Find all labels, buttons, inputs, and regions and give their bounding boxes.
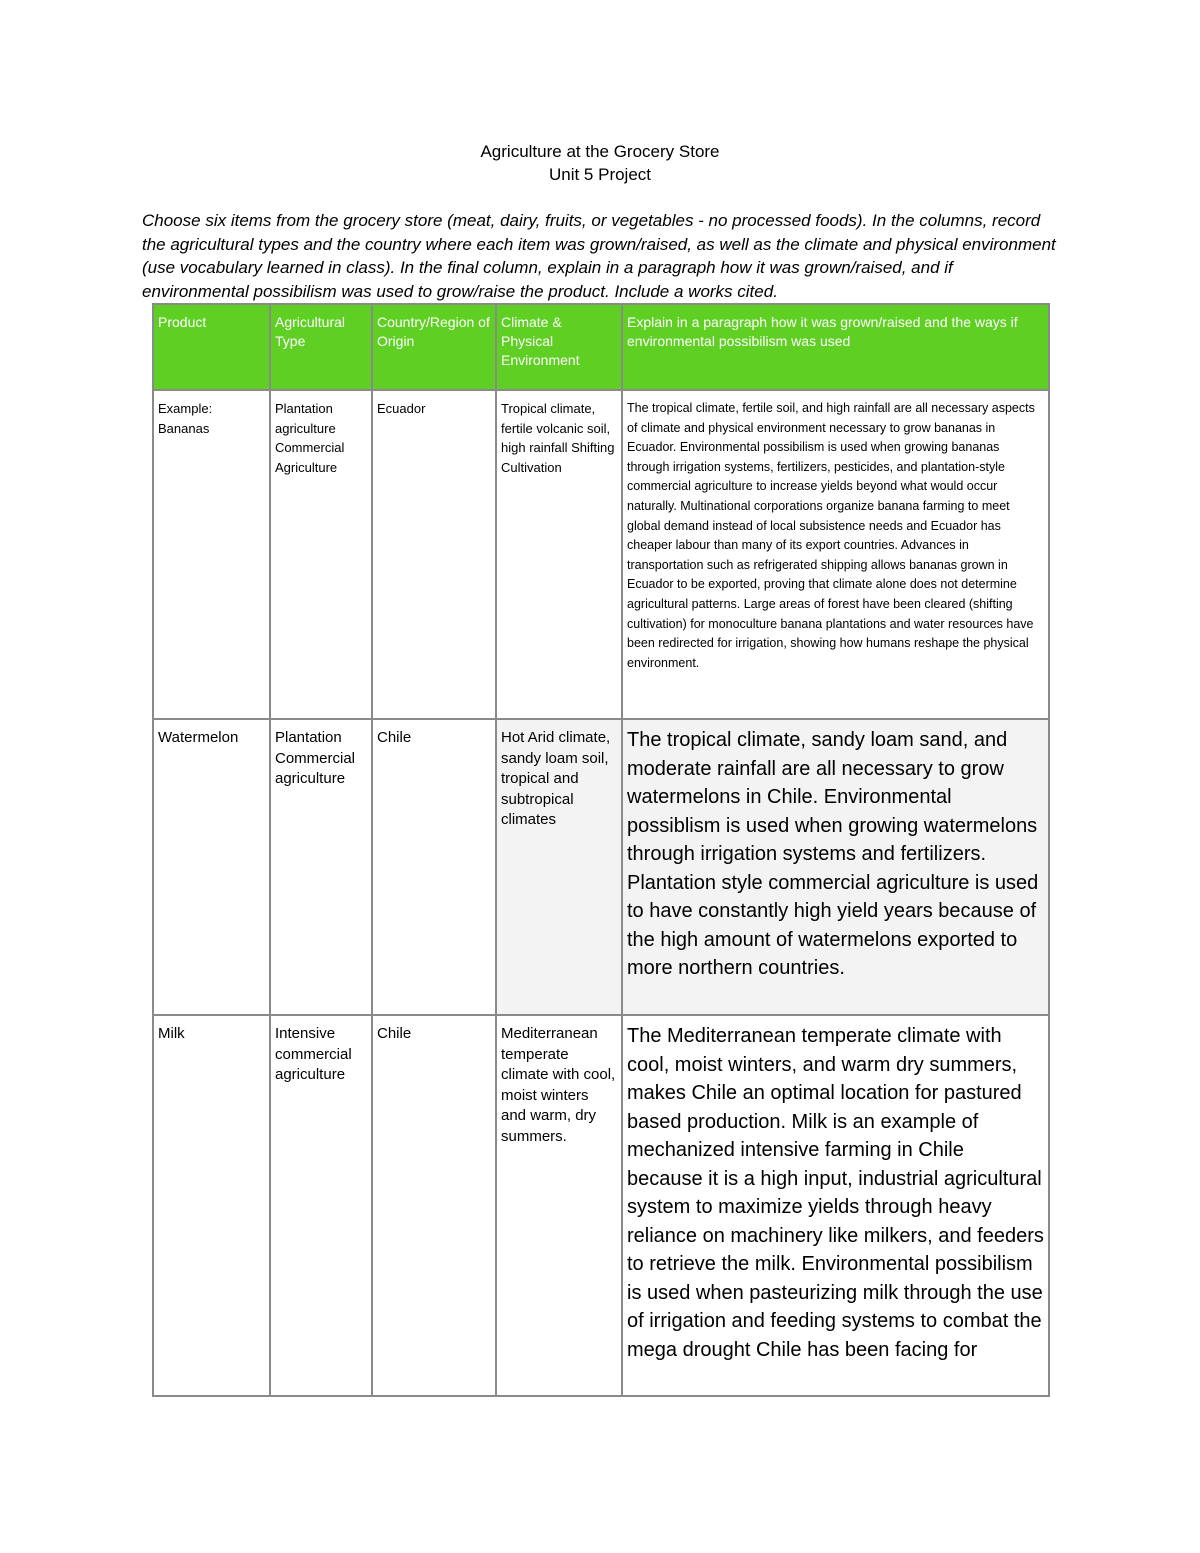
header-climate-environment: Climate & Physical Environment: [496, 304, 622, 390]
cell-explanation: The Mediterranean temperate climate with cool, moist winters, and warm dry summers, makes Chile an optimal location for pastured based production. Milk is an example of mechanized intensive farming in Chile because it is a high input, industrial agricultural system to maximize yields through heavy reliance on machinery like milkers, and feeders to retrieve the milk. Environmental possibilism is used when pasteurizing milk through the use of irrigation and feeding systems to combat the mega drought Chile has been facing for: [622, 1015, 1049, 1396]
table-header-row: [153, 304, 1049, 390]
cell-agricultural-type: Plantation agriculture Commercial Agriculture: [270, 390, 372, 719]
cell-product: Watermelon: [153, 719, 270, 1015]
cell-agricultural-type: Intensive commercial agriculture: [270, 1015, 372, 1396]
title-block: [0, 140, 1200, 186]
instructions-paragraph: Choose six items from the grocery store (meat, dairy, fruits, or vegetables - no processed foods). In the columns, record the agricultural types and the country where each item was grown/raised, as well as the climate and physical environment (use vocabulary learned in class). In the final column, explain in a paragraph how it was grown/raised, and if environmental possibilism was used to grow/raise the product. Include a works cited.: [142, 211, 1056, 301]
table-row: [153, 719, 1049, 1015]
header-explanation: Explain in a paragraph how it was grown/raised and the ways if environmental possibilism was used: [622, 304, 1049, 390]
cell-product: Example: Bananas: [153, 390, 270, 719]
cell-explanation: The tropical climate, fertile soil, and high rainfall are all necessary aspects of climate and physical environment necessary to grow bananas in Ecuador. Environmental possibilism is used when growing bananas through irrigation systems, fertilizers, pesticides, and plantation-style commercial agriculture to increase yields beyond what would occur naturally. Multinational corporations organize banana farming to meet global demand instead of local subsistence needs and Ecuador has cheaper labour than many of its export countries. Advances in transportation such as refrigerated shipping allows bananas grown in Ecuador to be exported, proving that climate alone does not determine agricultural patterns. Large areas of forest have been cleared (shifting cultivation) for monoculture banana plantations and water resources have been redirected for irrigation, showing how humans reshape the physical environment.: [622, 390, 1049, 719]
cell-climate: Tropical climate, fertile volcanic soil, high rainfall Shifting Cultivation: [496, 390, 622, 719]
cell-agricultural-type: Plantation Commercial agriculture: [270, 719, 372, 1015]
cell-country: Chile: [372, 1015, 496, 1396]
table-row: [153, 390, 1049, 719]
table-row: [153, 1015, 1049, 1396]
header-country-region: Country/Region of Origin: [372, 304, 496, 390]
cell-product: Milk: [153, 1015, 270, 1396]
cell-climate: Mediterranean temperate climate with cool, moist winters and warm, dry summers.: [496, 1015, 622, 1396]
header-agricultural-type: Agricultural Type: [270, 304, 372, 390]
header-product: Product: [153, 304, 270, 390]
cell-country: Chile: [372, 719, 496, 1015]
agriculture-table: [152, 303, 1050, 1397]
cell-country: Ecuador: [372, 390, 496, 719]
cell-climate: Hot Arid climate, sandy loam soil, tropical and subtropical climates: [496, 719, 622, 1015]
document-subtitle: Unit 5 Project: [548, 165, 652, 184]
cell-explanation: The tropical climate, sandy loam sand, and moderate rainfall are all necessary to grow watermelons in Chile. Environmental possiblism is used when growing watermelons through irrigation systems and fertilizers. Plantation style commercial agriculture is used to have constantly high yield years because of the high amount of watermelons exported to more northern countries.: [622, 719, 1049, 1015]
document-title: Agriculture at the Grocery Store: [480, 142, 720, 161]
